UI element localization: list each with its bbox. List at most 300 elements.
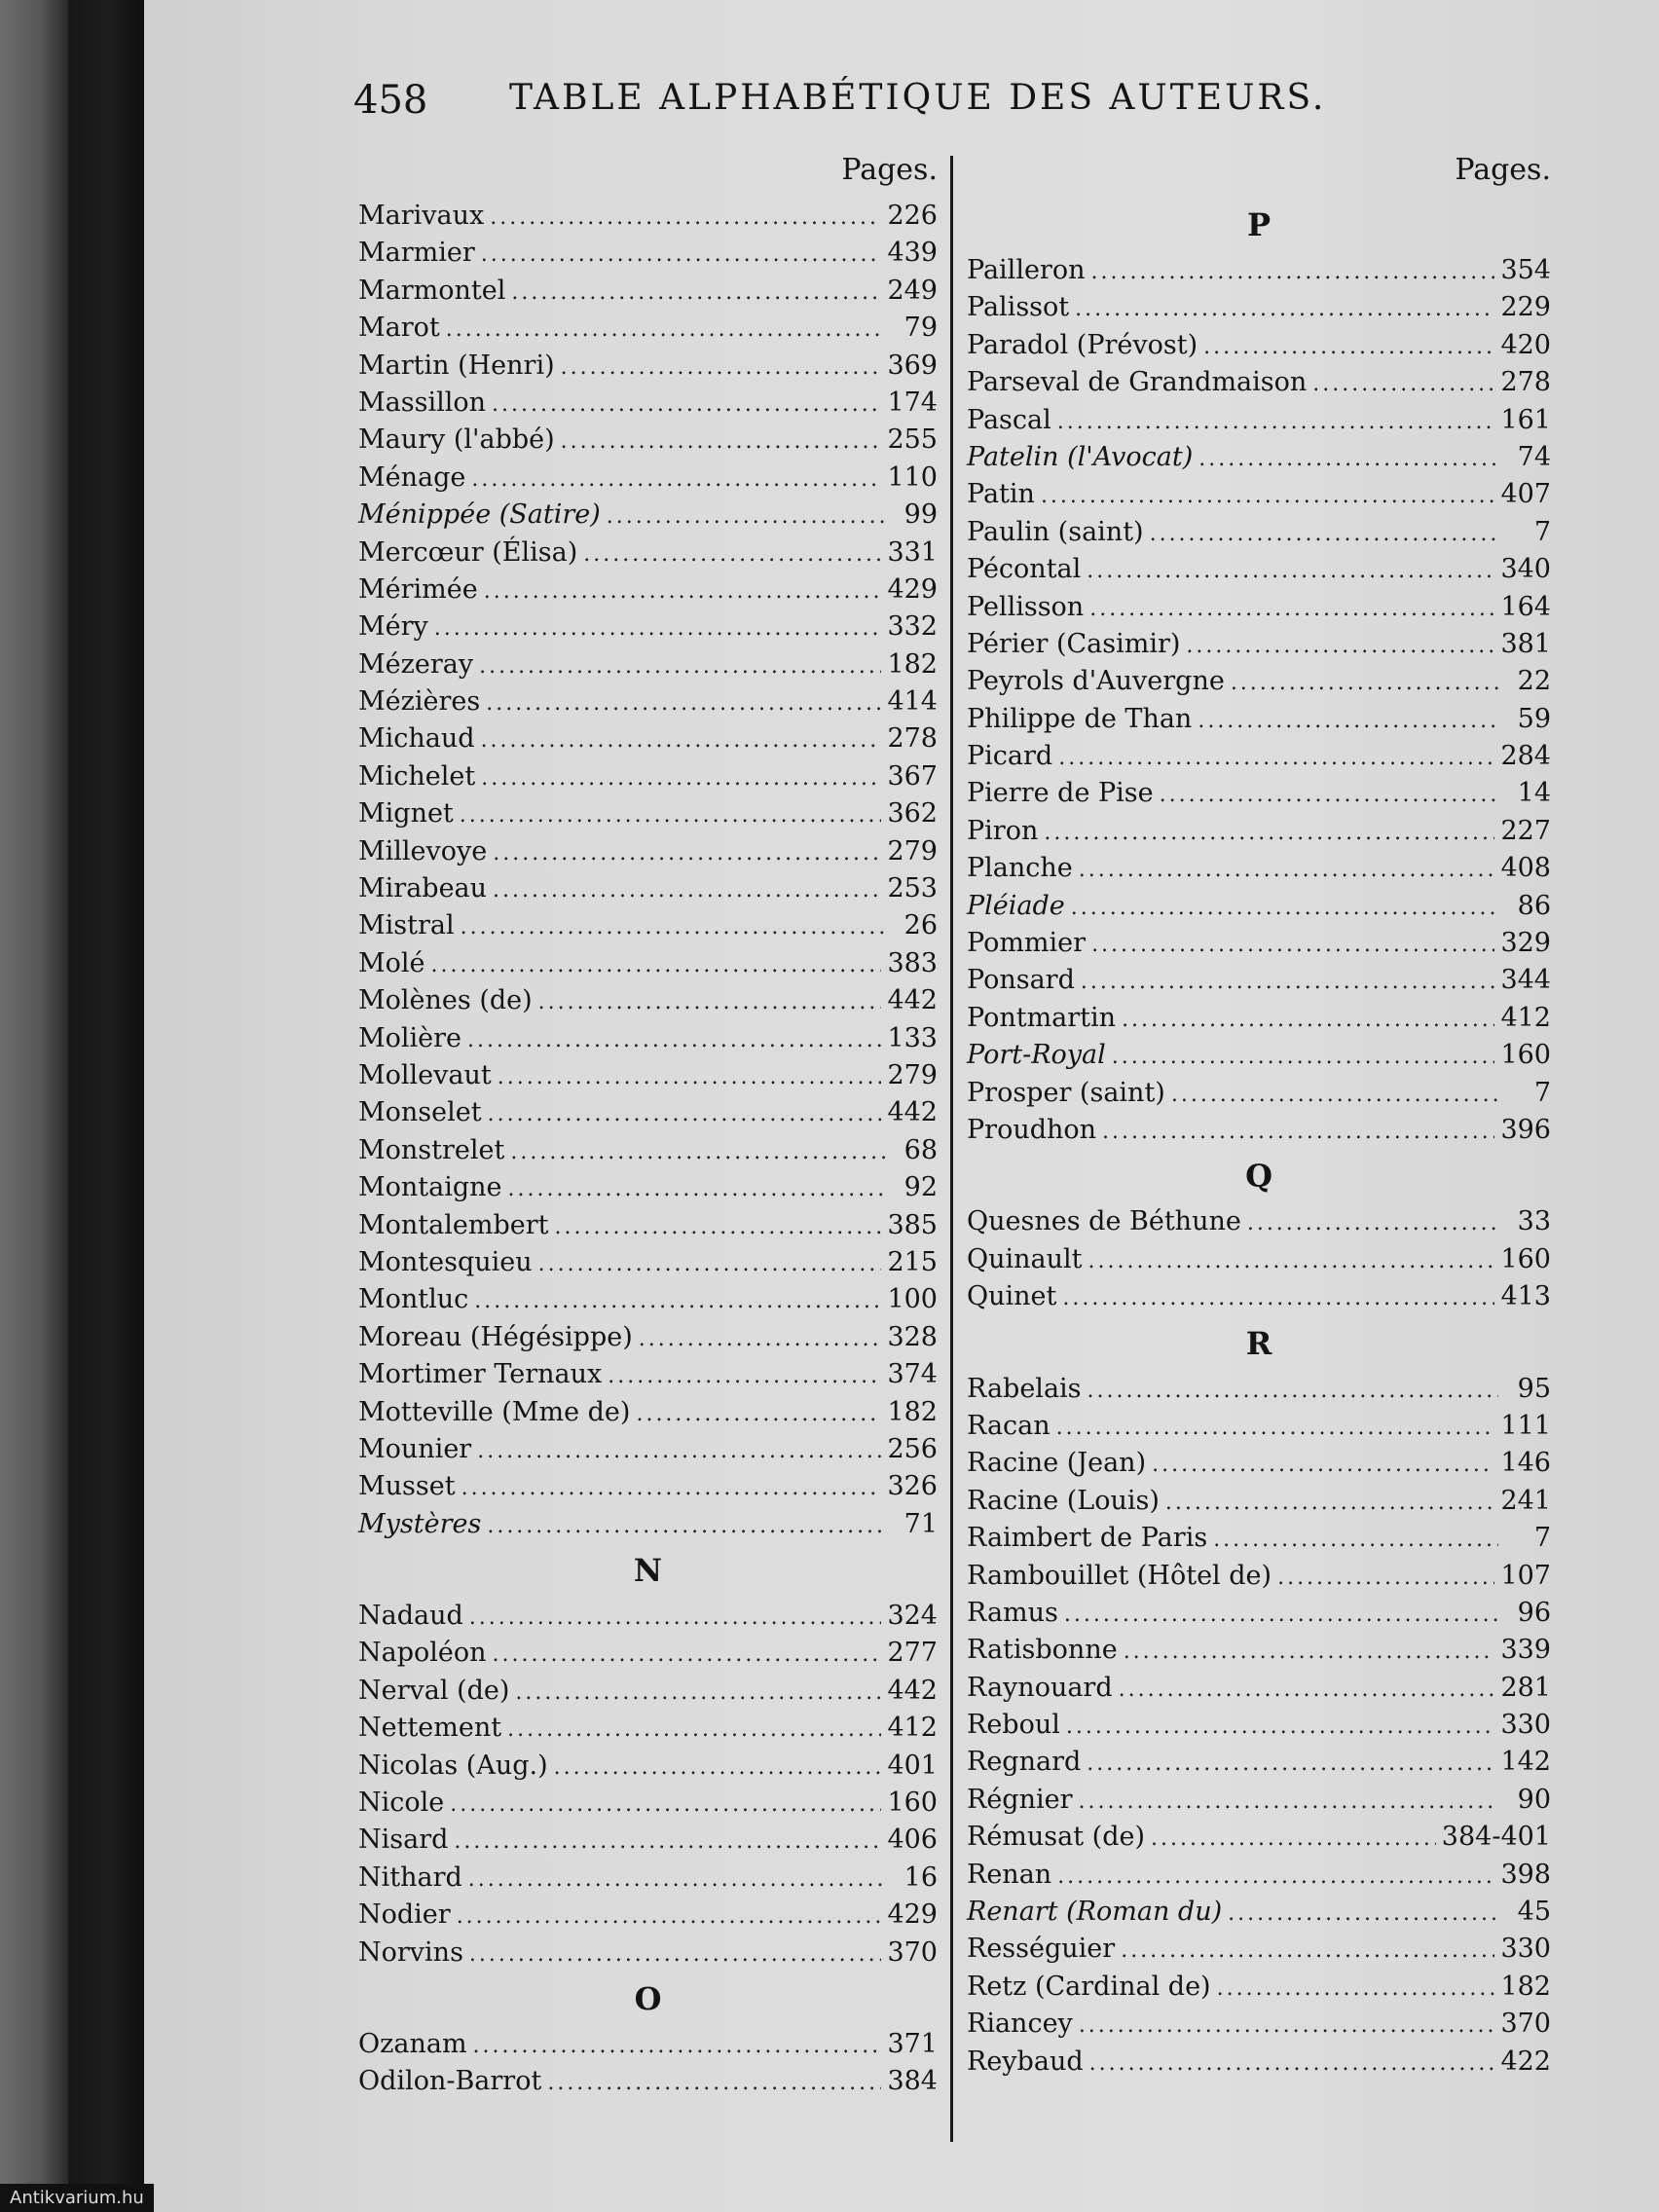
dot-leader: [636, 1396, 881, 1433]
page-reference: 16: [903, 1862, 938, 1893]
author-name: Mézeray: [358, 648, 474, 680]
dot-leader: [1152, 1447, 1494, 1484]
page-reference: 95: [1517, 1373, 1551, 1404]
index-entry: [358, 1094, 938, 1131]
dot-leader: [1062, 1280, 1494, 1317]
author-name: Peyrols d'Auvergne: [967, 666, 1225, 697]
page-reference: 362: [887, 798, 938, 830]
page-number: 458: [353, 78, 428, 123]
author-name: Quinault: [967, 1243, 1083, 1274]
author-name: Mercœur (Élisa): [358, 536, 578, 568]
index-entry: [358, 1057, 938, 1094]
author-name: Musset: [358, 1471, 456, 1502]
author-name: Riancey: [967, 2009, 1073, 2040]
index-entry: [967, 514, 1551, 551]
index-entry: [358, 1860, 938, 1897]
dot-leader: [1079, 852, 1495, 889]
author-name: Ratisbonne: [967, 1635, 1118, 1666]
dot-leader: [481, 760, 881, 797]
dot-leader: [1160, 777, 1498, 814]
dot-leader: [1312, 366, 1494, 403]
page-reference: 369: [887, 350, 938, 381]
dot-leader: [461, 1470, 882, 1507]
index-entry: [967, 1819, 1551, 1856]
page-reference: 367: [887, 760, 938, 792]
index-entry: [967, 1241, 1551, 1278]
index-entry: [967, 439, 1551, 476]
index-entry: [967, 2044, 1551, 2081]
index-entry: [358, 1506, 938, 1543]
dot-leader: [1088, 1243, 1495, 1280]
page-reference: 22: [1517, 666, 1551, 697]
author-name: Palissot: [967, 292, 1070, 323]
page-reference: 384-401: [1441, 1822, 1551, 1853]
index-entry: [967, 1632, 1551, 1669]
index-entry: [967, 1857, 1551, 1894]
dot-leader: [457, 1899, 882, 1936]
author-name: Ménage: [358, 461, 466, 493]
index-entry: [358, 460, 938, 497]
index-entry: [967, 663, 1551, 700]
page-reference: 422: [1500, 2046, 1551, 2077]
author-name: Raimbert de Paris: [967, 1523, 1208, 1554]
dot-leader: [1057, 1859, 1494, 1896]
section-letter: P: [1246, 206, 1272, 243]
dot-leader: [467, 1022, 881, 1059]
page-reference: 398: [1500, 1859, 1551, 1890]
page-reference: 429: [887, 1899, 938, 1931]
index-entry: [967, 2006, 1551, 2043]
author-name: Motteville (Mme de): [358, 1396, 631, 1427]
author-name: Mistral: [358, 910, 455, 941]
dot-leader: [487, 1508, 885, 1545]
dot-leader: [1071, 890, 1498, 927]
dot-leader: [479, 648, 881, 685]
page-reference: 229: [1500, 292, 1551, 323]
page-reference: 182: [887, 648, 938, 680]
dot-leader: [608, 1358, 881, 1395]
index-entry: [967, 1595, 1551, 1632]
dot-leader: [1186, 628, 1494, 665]
author-name: Pontmartin: [967, 1002, 1117, 1033]
page-reference: 161: [1500, 404, 1551, 435]
dot-leader: [450, 1787, 881, 1824]
index-entry: [967, 327, 1551, 364]
author-name: Mystères: [358, 1508, 482, 1539]
dot-leader: [1087, 553, 1494, 590]
index-entry: [358, 497, 938, 534]
dot-leader: [1198, 441, 1498, 478]
author-name: Ménippée (Satire): [358, 499, 601, 531]
dot-leader: [1151, 1821, 1436, 1858]
page-reference: 340: [1500, 554, 1551, 585]
dot-leader: [493, 872, 881, 909]
author-name: Retz (Cardinal de): [967, 1971, 1211, 2002]
author-name: Picard: [967, 741, 1053, 772]
author-name: Mignet: [358, 798, 454, 830]
author-name: Michaud: [358, 723, 475, 755]
page-reference: 413: [1500, 1281, 1551, 1312]
index-entry: [358, 870, 938, 907]
author-name: Pellisson: [967, 591, 1085, 622]
index-entry: [967, 701, 1551, 738]
page-reference: 407: [1500, 479, 1551, 510]
dot-leader: [1122, 1002, 1494, 1039]
index-entry: [358, 1132, 938, 1169]
index-entry: [967, 1278, 1551, 1315]
dot-leader: [583, 536, 881, 573]
dot-leader: [1075, 291, 1494, 328]
author-name: Piron: [967, 815, 1039, 846]
author-name: Renart (Roman du): [967, 1897, 1223, 1928]
dot-leader: [434, 610, 882, 647]
dot-leader: [481, 237, 882, 274]
dot-leader: [481, 722, 882, 759]
page-reference: 330: [1500, 1934, 1551, 1965]
page-reference: 45: [1517, 1897, 1551, 1928]
index-entry: [967, 1075, 1551, 1112]
dot-leader: [538, 984, 882, 1021]
author-name: Paradol (Prévost): [967, 329, 1198, 360]
author-name: Mérimée: [358, 573, 478, 605]
page-reference: 370: [887, 1936, 938, 1968]
dot-leader: [1087, 1746, 1494, 1783]
index-entry: [967, 888, 1551, 925]
index-entry: [358, 1244, 938, 1281]
author-name: Nicole: [358, 1788, 445, 1819]
index-entry: [358, 1673, 938, 1710]
page-reference: 412: [1500, 1002, 1551, 1033]
section-letter: N: [633, 1552, 663, 1590]
dot-leader: [493, 835, 881, 872]
author-name: Napoléon: [358, 1638, 487, 1669]
index-entry: [358, 571, 938, 608]
page-reference: 408: [1500, 853, 1551, 884]
page-reference: 111: [1500, 1410, 1551, 1441]
index-entry: [358, 1598, 938, 1635]
page-reference: 99: [903, 499, 938, 531]
author-name: Nadaud: [358, 1601, 463, 1632]
dot-leader: [1058, 740, 1494, 777]
page-reference: 7: [1533, 1077, 1551, 1108]
author-name: Paulin (saint): [967, 516, 1144, 547]
index-entry: [358, 422, 938, 459]
page-reference: 331: [887, 536, 938, 568]
index-entry: [967, 476, 1551, 513]
author-name: Renan: [967, 1859, 1052, 1890]
column-divider: [950, 156, 953, 2142]
author-name: Régnier: [967, 1784, 1073, 1815]
page-reference: 110: [887, 461, 938, 493]
author-name: Montluc: [358, 1284, 469, 1315]
page-reference: 142: [1500, 1747, 1551, 1778]
dot-leader: [1057, 404, 1495, 441]
dot-leader: [507, 1712, 881, 1749]
dot-leader: [561, 350, 882, 387]
page-reference: 344: [1500, 965, 1551, 996]
page-reference: 182: [1500, 1971, 1551, 2002]
index-entry: [967, 626, 1551, 663]
dot-leader: [1079, 2008, 1495, 2045]
dot-leader: [554, 1209, 881, 1246]
dot-leader: [1217, 1971, 1495, 2008]
author-name: Reboul: [967, 1710, 1060, 1741]
author-name: Périer (Casimir): [967, 628, 1181, 659]
page-reference: 371: [887, 2028, 938, 2059]
page-reference: 278: [1500, 367, 1551, 398]
index-entry: [967, 813, 1551, 850]
dot-leader: [1119, 1672, 1495, 1709]
page-reference: 330: [1500, 1710, 1551, 1741]
dot-leader: [490, 200, 881, 237]
index-entry: [358, 1897, 938, 1934]
page-reference: 332: [887, 611, 938, 643]
author-name: Parseval de Grandmaison: [967, 367, 1308, 398]
dot-leader: [431, 947, 882, 984]
index-entry: [358, 198, 938, 235]
page-reference: 96: [1517, 1597, 1551, 1628]
index-entry: [967, 1931, 1551, 1968]
index-entry: [967, 289, 1551, 326]
page-reference: 406: [887, 1825, 938, 1856]
index-entry: [358, 982, 938, 1019]
dot-leader: [547, 2065, 881, 2102]
dot-leader: [1088, 1373, 1498, 1410]
section-letter: R: [1245, 1324, 1272, 1362]
dot-leader: [492, 387, 881, 424]
page-reference: 401: [887, 1750, 938, 1781]
index-entry: [967, 1203, 1551, 1240]
pages-label: Pages.: [841, 153, 938, 187]
index-entry: [967, 1969, 1551, 2006]
page-reference: 412: [887, 1713, 938, 1744]
author-name: Michelet: [358, 760, 476, 792]
author-name: Moreau (Hégésippe): [358, 1321, 633, 1352]
index-entry: [358, 273, 938, 310]
page-reference: 255: [887, 424, 938, 456]
author-name: Quesnes de Béthune: [967, 1206, 1241, 1237]
index-entry: [358, 235, 938, 272]
dot-leader: [1091, 254, 1495, 291]
index-entry: [358, 1468, 938, 1505]
index-entry: [967, 1707, 1551, 1744]
page-reference: 383: [887, 947, 938, 978]
dot-leader: [1247, 1205, 1498, 1242]
index-entry: [358, 1281, 938, 1318]
author-name: Marmier: [358, 238, 475, 269]
author-name: Nerval (de): [358, 1675, 510, 1706]
dot-leader: [498, 1059, 882, 1096]
index-entry: [358, 795, 938, 832]
index-entry: [358, 720, 938, 757]
index-entry: [967, 1445, 1551, 1482]
dot-leader: [486, 685, 881, 722]
page-reference: 442: [887, 1097, 938, 1128]
page-reference: 86: [1517, 890, 1551, 921]
dot-leader: [554, 1750, 882, 1787]
dot-leader: [1064, 1597, 1498, 1634]
author-name: Mirabeau: [358, 873, 488, 904]
index-entry: [358, 907, 938, 944]
page-reference: 354: [1500, 255, 1551, 285]
author-name: Montaigne: [358, 1172, 502, 1203]
page-reference: 278: [887, 723, 938, 755]
index-entry: [967, 775, 1551, 812]
page-reference: 374: [887, 1359, 938, 1390]
index-entry: [358, 1394, 938, 1431]
page-reference: 26: [903, 910, 938, 941]
dot-leader: [493, 1637, 882, 1674]
index-entry: [967, 962, 1551, 999]
dot-leader: [1056, 1410, 1495, 1447]
page-reference: 174: [887, 387, 938, 418]
index-entry: [967, 1112, 1551, 1149]
index-entry: [967, 402, 1551, 439]
dot-leader: [561, 424, 882, 461]
index-entry: [967, 551, 1551, 588]
page-reference: 385: [887, 1209, 938, 1240]
dot-leader: [1112, 1039, 1495, 1076]
index-entry: [358, 2063, 938, 2100]
index-entry: [967, 738, 1551, 775]
page-reference: 284: [1500, 741, 1551, 772]
index-entry: [967, 252, 1551, 289]
page-reference: 253: [887, 873, 938, 904]
author-name: Marivaux: [358, 201, 485, 231]
index-entry: [358, 535, 938, 571]
index-entry: [967, 1520, 1551, 1557]
index-entry: [358, 1431, 938, 1468]
author-name: Reybaud: [967, 2046, 1084, 2077]
author-name: Odilon-Barrot: [358, 2066, 542, 2097]
dot-leader: [468, 1862, 885, 1899]
index-entry: [967, 1000, 1551, 1037]
author-name: Mortimer Ternaux: [358, 1359, 603, 1390]
author-name: Racine (Louis): [967, 1485, 1160, 1516]
dot-leader: [454, 1824, 881, 1861]
page-reference: 381: [1500, 628, 1551, 659]
book-spine: [68, 0, 146, 2212]
dot-leader: [469, 1600, 882, 1637]
dot-leader: [508, 1171, 885, 1208]
dot-leader: [1091, 927, 1494, 964]
author-name: Pierre de Pise: [967, 778, 1154, 809]
page-reference: 324: [887, 1601, 938, 1632]
index-entry: [358, 310, 938, 347]
author-name: Ozanam: [358, 2028, 467, 2059]
page-reference: 164: [1500, 591, 1551, 622]
page-reference: 442: [887, 985, 938, 1016]
page-reference: 74: [1517, 441, 1551, 472]
dot-leader: [1213, 1522, 1498, 1559]
dot-leader: [1198, 703, 1498, 740]
index-entry: [358, 833, 938, 870]
page-reference: 329: [1500, 928, 1551, 959]
author-name: Nisard: [358, 1825, 449, 1856]
page-reference: 414: [887, 686, 938, 718]
running-title: TABLE ALPHABÉTIQUE DES AUTEURS.: [509, 78, 1327, 118]
index-entry: [358, 2026, 938, 2063]
author-name: Mézières: [358, 686, 481, 718]
author-name: Port-Royal: [967, 1040, 1106, 1071]
page-header: [353, 78, 1502, 136]
author-name: Rabelais: [967, 1373, 1082, 1404]
page-reference: 384: [887, 2066, 938, 2097]
index-entry: [358, 646, 938, 683]
index-entry: [967, 1408, 1551, 1445]
author-name: Pléiade: [967, 890, 1065, 921]
author-name: Nettement: [358, 1713, 502, 1744]
pages-label: Pages.: [1455, 153, 1551, 187]
dot-leader: [1066, 1709, 1495, 1746]
author-name: Patelin (l'Avocat): [967, 441, 1194, 472]
index-entry: [967, 364, 1551, 401]
author-name: Proudhon: [967, 1114, 1097, 1145]
author-name: Mollevaut: [358, 1059, 492, 1090]
author-name: Nodier: [358, 1899, 451, 1931]
author-name: Pommier: [967, 928, 1087, 959]
author-name: Racine (Jean): [967, 1448, 1147, 1479]
index-entry: [967, 589, 1551, 626]
index-entry: [967, 1894, 1551, 1931]
dot-leader: [1079, 1784, 1498, 1821]
dot-leader: [484, 573, 882, 610]
author-name: Molènes (de): [358, 985, 533, 1016]
page-reference: 7: [1533, 1523, 1551, 1554]
dot-leader: [474, 1283, 881, 1320]
dot-leader: [461, 909, 885, 946]
dot-leader: [488, 1096, 882, 1133]
author-name: Philippe de Than: [967, 703, 1193, 734]
dot-leader: [1231, 665, 1498, 702]
index-entry: [967, 1782, 1551, 1819]
author-name: Planche: [967, 853, 1073, 884]
dot-leader: [1121, 1933, 1494, 1970]
index-entry: [358, 608, 938, 645]
page-reference: 328: [887, 1321, 938, 1352]
dot-leader: [1089, 591, 1494, 628]
dot-leader: [1171, 1077, 1498, 1114]
page-reference: 215: [887, 1246, 938, 1277]
dot-leader: [1044, 815, 1494, 852]
author-name: Mounier: [358, 1433, 472, 1464]
dot-leader: [1089, 2046, 1495, 2083]
author-name: Massillon: [358, 387, 487, 418]
author-name: Ponsard: [967, 965, 1075, 996]
section-letter: O: [634, 1979, 662, 2017]
index-entry: [358, 683, 938, 720]
page-reference: 241: [1500, 1485, 1551, 1516]
index-entry: [358, 1822, 938, 1859]
index-entry: [967, 1371, 1551, 1408]
author-name: Raynouard: [967, 1672, 1113, 1703]
dot-leader: [446, 312, 885, 349]
author-name: Rességuier: [967, 1934, 1116, 1965]
author-name: Pailleron: [967, 255, 1086, 285]
dot-leader: [607, 498, 885, 535]
index-entry: [358, 348, 938, 385]
dot-leader: [515, 1675, 881, 1712]
dot-leader: [1228, 1896, 1498, 1933]
page-reference: 339: [1500, 1635, 1551, 1666]
dot-leader: [1203, 329, 1494, 366]
page-reference: 279: [887, 835, 938, 866]
index-entry: [358, 385, 938, 422]
author-name: Norvins: [358, 1936, 463, 1968]
author-name: Molière: [358, 1022, 462, 1053]
left-margin: [0, 0, 68, 2212]
page-reference: 14: [1517, 778, 1551, 809]
